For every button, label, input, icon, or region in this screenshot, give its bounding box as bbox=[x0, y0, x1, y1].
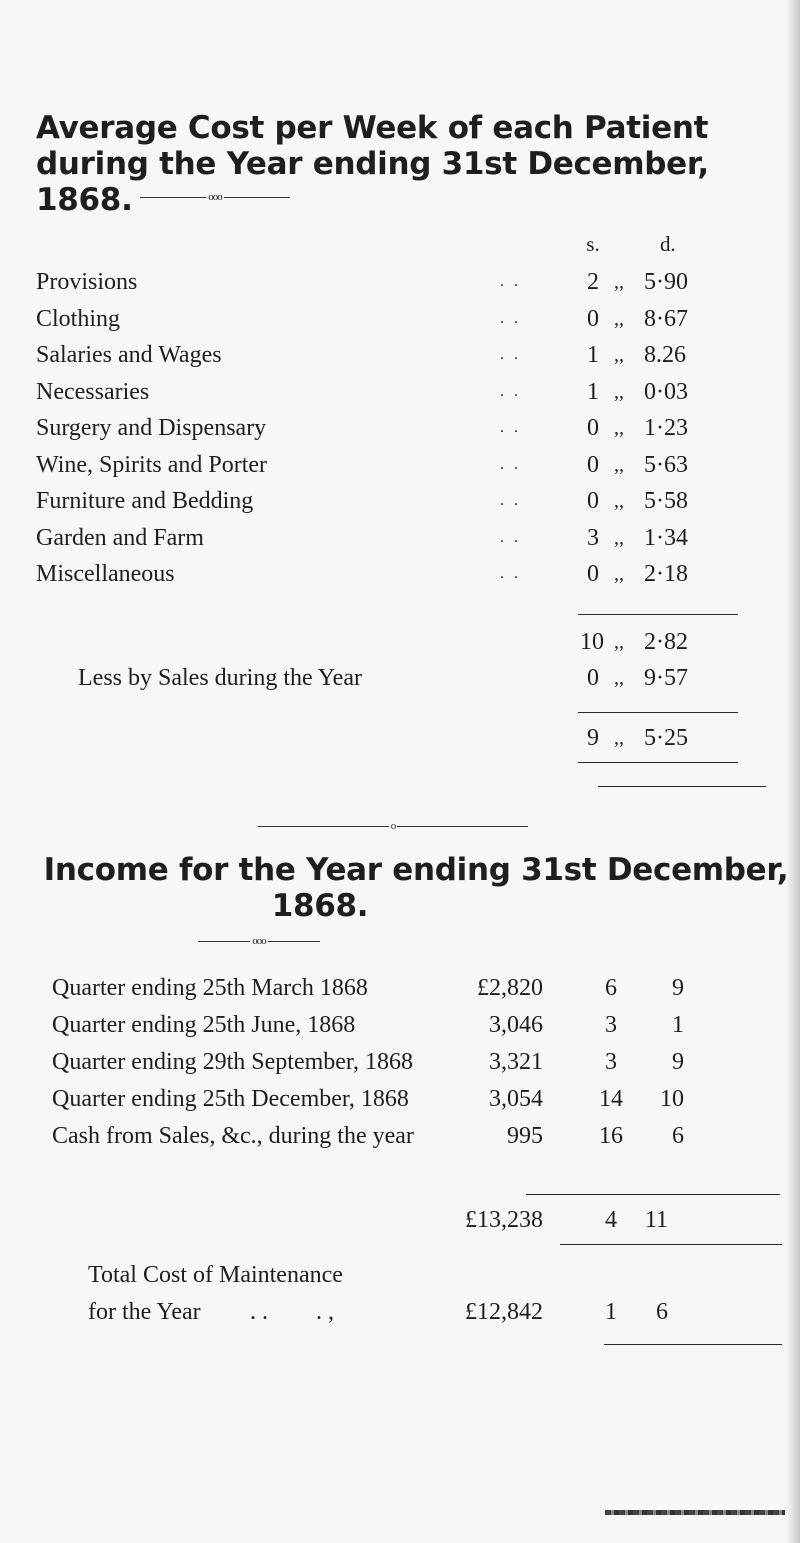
maintenance-pounds: £12,842 bbox=[465, 1299, 543, 1325]
maintenance-label-2: for the Year bbox=[88, 1299, 201, 1325]
cost-row-shillings: 0 bbox=[587, 561, 599, 587]
income-row bbox=[0, 1044, 800, 1080]
cost-row-sep: ,, bbox=[614, 307, 624, 330]
income-ornament-rule bbox=[198, 934, 320, 948]
cost-row-sep: ,, bbox=[614, 417, 624, 439]
cost-row-dots: . . bbox=[500, 382, 521, 400]
cost-row-sep: ,, bbox=[614, 344, 624, 366]
cost-ornament-rule bbox=[140, 190, 290, 204]
cost-row-sep: ,, bbox=[614, 563, 624, 585]
cost-row-label: Wine, Spirits and Porter bbox=[36, 451, 267, 478]
cost-row-dots: . . bbox=[500, 565, 521, 582]
cost-row-dots: . . bbox=[500, 273, 521, 290]
income-row-pence: 6 bbox=[672, 1123, 684, 1149]
cost-row-pence: 5·90 bbox=[644, 269, 688, 295]
cost-row-shillings: 0 bbox=[587, 488, 599, 514]
income-title-line2: 1868. bbox=[271, 888, 369, 924]
cost-row-pence: 1·34 bbox=[644, 524, 688, 551]
cost-row bbox=[0, 518, 800, 558]
income-row-pounds: £2,820 bbox=[477, 975, 543, 1001]
cost-row-label: Surgery and Dispensary bbox=[36, 415, 267, 441]
cost-row bbox=[0, 445, 800, 485]
subtotal-shillings: 10 bbox=[580, 629, 604, 655]
income-row-shillings: 3 bbox=[605, 1049, 617, 1075]
less-sales-row bbox=[0, 658, 800, 698]
income-row-pence: 9 bbox=[672, 975, 684, 1001]
cost-row bbox=[0, 481, 800, 521]
cost-row bbox=[0, 299, 800, 339]
income-total-rule bbox=[526, 1194, 780, 1195]
income-row-shillings: 3 bbox=[605, 1012, 617, 1038]
income-row bbox=[0, 1007, 800, 1043]
cost-row bbox=[0, 372, 800, 412]
cost-row-sep: ,, bbox=[614, 526, 624, 549]
income-row-pounds: 3,321 bbox=[489, 1049, 543, 1075]
cost-row-pence: 5·63 bbox=[644, 451, 688, 478]
cost-column-header bbox=[0, 224, 800, 264]
cost-row-pence: 8.26 bbox=[644, 342, 686, 368]
cost-row bbox=[0, 408, 800, 448]
maintenance-bottom-rule bbox=[604, 1344, 782, 1345]
cost-row-dots: . . bbox=[500, 528, 521, 546]
section-divider bbox=[258, 819, 528, 833]
less-sales-shillings: 0 bbox=[587, 665, 599, 691]
cost-row-shillings: 2 bbox=[587, 269, 599, 295]
cost-row-sep: ,, bbox=[614, 490, 624, 512]
cost-title-line2: during the Year ending 31st December, 1868. bbox=[36, 146, 709, 218]
bottom-smudge-mark bbox=[605, 1510, 785, 1515]
cost-row-label: Furniture and Bedding bbox=[36, 488, 254, 514]
cost-row-shillings: 1 bbox=[587, 378, 599, 405]
income-ornament: ooo bbox=[252, 935, 266, 947]
less-sales-pence: 9·57 bbox=[644, 665, 688, 691]
cost-row-pence: 1·23 bbox=[644, 415, 688, 441]
cost-row-pence: 5·58 bbox=[644, 488, 688, 514]
subtotal-rule bbox=[578, 614, 738, 615]
cost-row-dots: . . bbox=[500, 492, 521, 509]
maintenance-row bbox=[0, 1294, 800, 1330]
income-row-pence: 10 bbox=[660, 1086, 684, 1112]
cost-row-shillings: 0 bbox=[587, 451, 599, 478]
cost-row-shillings: 3 bbox=[587, 524, 599, 551]
income-total-shillings: 4 bbox=[605, 1207, 617, 1233]
income-row-pounds: 3,046 bbox=[489, 1012, 543, 1038]
cost-row-dots: . . bbox=[500, 419, 521, 436]
cost-row-sep: ,, bbox=[614, 453, 624, 476]
cost-row-label: Necessaries bbox=[36, 378, 150, 405]
cost-row-shillings: 0 bbox=[587, 305, 599, 332]
income-row-pence: 1 bbox=[672, 1012, 684, 1038]
income-total-pence: 11 bbox=[644, 1207, 668, 1233]
cost-row bbox=[0, 262, 800, 302]
subtotal-row bbox=[0, 622, 800, 662]
maintenance-rule bbox=[560, 1244, 782, 1245]
subtotal-sep: ,, bbox=[614, 631, 624, 653]
income-row-shillings: 6 bbox=[605, 975, 617, 1001]
income-row bbox=[0, 1118, 800, 1154]
cost-row-label: Salaries and Wages bbox=[36, 342, 222, 368]
less-sales-label: Less by Sales during the Year bbox=[78, 665, 362, 691]
net-pence: 5·25 bbox=[644, 725, 688, 751]
net-shillings: 9 bbox=[587, 725, 599, 751]
income-row-label: Cash from Sales, &c., during the year bbox=[52, 1123, 414, 1149]
net-row bbox=[0, 718, 800, 758]
cost-row-shillings: 1 bbox=[587, 342, 599, 368]
cost-row-pence: 2·18 bbox=[644, 561, 688, 587]
net-rule bbox=[578, 712, 738, 713]
maintenance-label-1: Total Cost of Maintenance bbox=[88, 1262, 343, 1288]
net-double-rule-1 bbox=[578, 762, 738, 763]
cost-title-line1: Average Cost per Week of each Patient bbox=[36, 110, 709, 146]
cost-row-shillings: 0 bbox=[587, 415, 599, 441]
net-sep: ,, bbox=[614, 727, 624, 749]
income-row-pence: 9 bbox=[672, 1049, 684, 1075]
maintenance-dots: . . . , bbox=[250, 1299, 334, 1325]
col-shillings-header: s. bbox=[586, 232, 600, 256]
cost-row-sep: ,, bbox=[614, 271, 624, 293]
cost-row-pence: 8·67 bbox=[644, 305, 688, 332]
income-row-label: Quarter ending 25th June, 1868 bbox=[52, 1012, 356, 1038]
section-divider-mark: o bbox=[390, 820, 396, 832]
cost-row-label: Miscellaneous bbox=[36, 561, 175, 587]
cost-row-label: Garden and Farm bbox=[36, 524, 204, 551]
cost-ornament: ooo bbox=[208, 191, 222, 203]
income-row-label: Quarter ending 25th December, 1868 bbox=[52, 1086, 409, 1112]
less-sales-sep: ,, bbox=[614, 667, 624, 689]
cost-row-sep: ,, bbox=[614, 380, 624, 403]
maintenance-shillings: 1 bbox=[605, 1299, 617, 1325]
income-row bbox=[0, 970, 800, 1006]
cost-row-label: Provisions bbox=[36, 269, 138, 295]
col-pence-header: d. bbox=[660, 232, 676, 256]
income-row-pounds: 995 bbox=[507, 1123, 543, 1149]
income-title-line1: Income for the Year ending 31st December, bbox=[43, 852, 789, 888]
income-total-pounds: £13,238 bbox=[465, 1207, 543, 1233]
cost-row bbox=[0, 335, 800, 375]
income-row-shillings: 16 bbox=[599, 1123, 623, 1149]
net-double-rule-2 bbox=[598, 786, 766, 787]
cost-row-dots: . . bbox=[500, 309, 521, 327]
income-row-label: Quarter ending 25th March 1868 bbox=[52, 975, 368, 1001]
cost-row-dots: . . bbox=[500, 346, 521, 363]
income-total-row bbox=[0, 1202, 800, 1238]
cost-row-pence: 0·03 bbox=[644, 378, 688, 405]
income-row-label: Quarter ending 29th September, 1868 bbox=[52, 1049, 413, 1075]
maintenance-pence: 6 bbox=[656, 1299, 668, 1325]
cost-row-label: Clothing bbox=[36, 305, 121, 332]
income-row-shillings: 14 bbox=[599, 1086, 623, 1112]
cost-row-dots: . . bbox=[500, 455, 521, 473]
subtotal-pence: 2·82 bbox=[644, 629, 688, 655]
income-row bbox=[0, 1081, 800, 1117]
cost-row bbox=[0, 554, 800, 594]
income-row-pounds: 3,054 bbox=[489, 1086, 543, 1112]
